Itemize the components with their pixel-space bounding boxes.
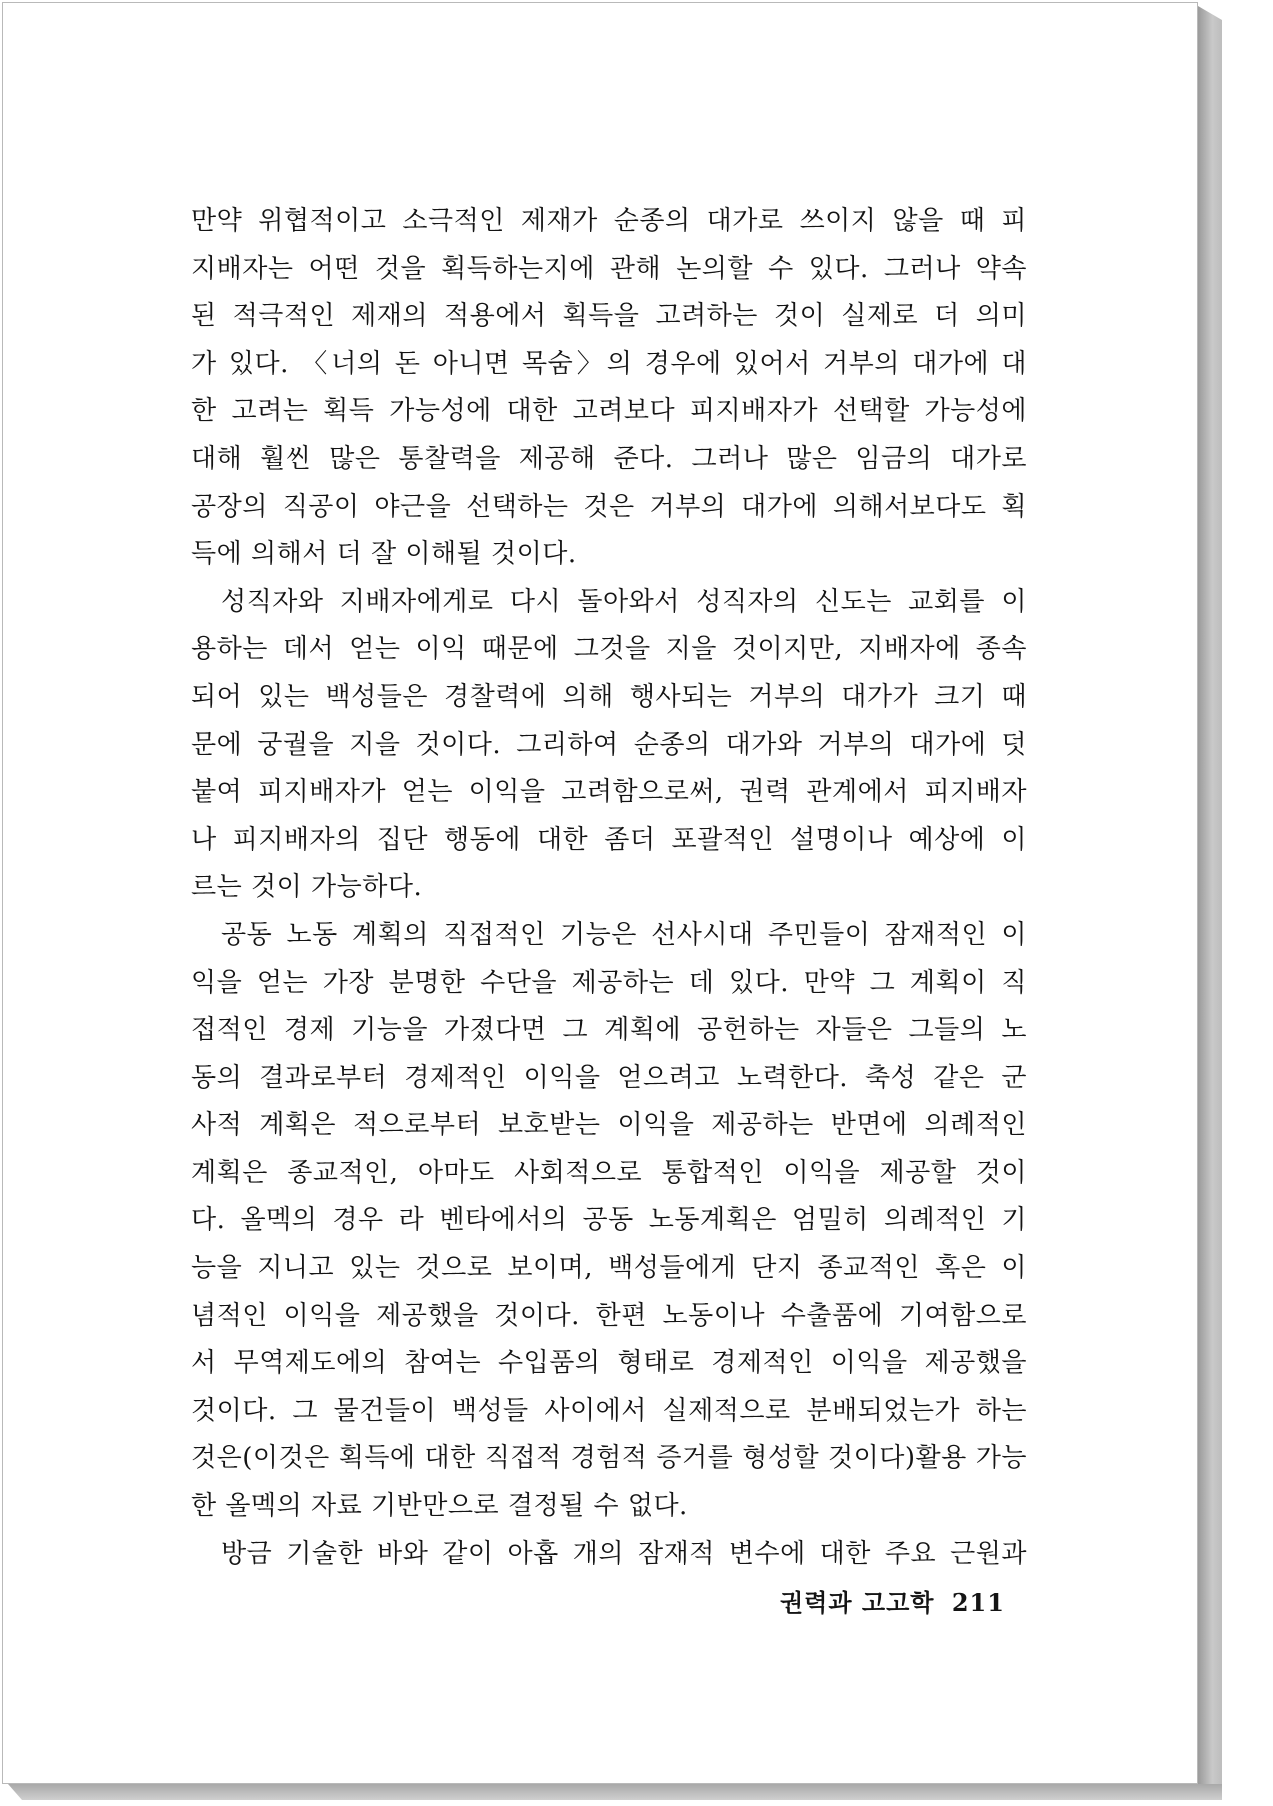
page-footer xyxy=(780,1583,1005,1618)
text-line: 계획은 종교적인, 아마도 사회적으로 통합적인 이익을 제공할 것이 xyxy=(191,1157,1027,1188)
book-page-stack xyxy=(2,2,1222,1802)
text-line: 대해 훨씬 많은 통찰력을 제공해 준다. 그러나 많은 임금의 대가로 xyxy=(191,443,1027,474)
text-line: 사적 계획은 적으로부터 보호받는 이익을 제공하는 반면에 의례적인 xyxy=(191,1110,1027,1141)
text-line: 공동 노동 계획의 직접적인 기능은 선사시대 주민들이 잠재적인 이 xyxy=(221,919,1027,950)
running-title: 권력과 고고학 xyxy=(780,1588,935,1617)
text-line: 용하는 데서 얻는 이익 때문에 그것을 지을 것이지만, 지배자에 종속 xyxy=(191,634,1027,665)
text-line: 서 무역제도에의 참여는 수입품의 형태로 경제적인 이익을 제공했을 xyxy=(191,1348,1027,1379)
paragraph xyxy=(191,912,1027,1531)
page-edge-right xyxy=(1198,6,1222,1796)
text-line: 능을 지니고 있는 것으로 보이며, 백성들에게 단지 종교적인 혹은 이 xyxy=(191,1253,1027,1284)
text-line: 익을 얻는 가장 분명한 수단을 제공하는 데 있다. 만약 그 계획이 직 xyxy=(191,967,1027,998)
book-page xyxy=(2,2,1198,1784)
text-line: 만약 위협적이고 소극적인 제재가 순종의 대가로 쓰이지 않을 때 피 xyxy=(191,206,1027,236)
text-line: 르는 것이 가능하다. xyxy=(191,872,423,903)
text-line: 것은(이것은 획득에 대한 직접적 경험적 증거를 형성할 것이다)활용 가능 xyxy=(191,1443,1027,1474)
text-line: 한 올멕의 자료 기반만으로 결정될 수 없다. xyxy=(191,1491,688,1522)
page-number: 211 xyxy=(951,1588,1005,1617)
paragraph xyxy=(191,1531,1027,1579)
paragraph xyxy=(191,579,1027,912)
text-line: 성직자와 지배자에게로 다시 돌아와서 성직자의 신도는 교회를 이 xyxy=(221,586,1027,617)
text-line: 동의 결과로부터 경제적인 이익을 얻으려고 노력한다. 축성 같은 군 xyxy=(191,1062,1027,1093)
text-line: 나 피지배자의 집단 행동에 대한 좀더 포괄적인 설명이나 예상에 이 xyxy=(191,824,1027,855)
text-line: 붙여 피지배자가 얻는 이익을 고려함으로써, 권력 관계에서 피지배자 xyxy=(191,777,1027,808)
text-line: 다. 올멕의 경우 라 벤타에서의 공동 노동계획은 엄밀히 의례적인 기 xyxy=(191,1205,1027,1236)
paragraph xyxy=(191,198,1027,579)
text-line: 문에 궁궐을 지을 것이다. 그리하여 순종의 대가와 거부의 대가에 덧 xyxy=(191,729,1027,760)
text-line: 방금 기술한 바와 같이 아홉 개의 잠재적 변수에 대한 주요 근원과 xyxy=(221,1538,1027,1569)
text-line: 접적인 경제 기능을 가졌다면 그 계획에 공헌하는 자들은 그들의 노 xyxy=(191,1015,1027,1046)
text-line: 념적인 이익을 제공했을 것이다. 한편 노동이나 수출품에 기여함으로 xyxy=(191,1300,1027,1331)
body-text xyxy=(191,198,1027,1578)
text-line: 되어 있는 백성들은 경찰력에 의해 행사되는 거부의 대가가 크기 때 xyxy=(191,681,1027,712)
text-line: 한 고려는 획득 가능성에 대한 고려보다 피지배자가 선택할 가능성에 xyxy=(191,396,1027,427)
text-line: 득에 의해서 더 잘 이해될 것이다. xyxy=(191,539,577,570)
text-line: 공장의 직공이 야근을 선택하는 것은 거부의 대가에 의해서보다도 획 xyxy=(191,491,1027,522)
text-line: 지배자는 어떤 것을 획득하는지에 관해 논의할 수 있다. 그러나 약속 xyxy=(191,253,1027,284)
text-line: 것이다. 그 물건들이 백성들 사이에서 실제적으로 분배되었는가 하는 xyxy=(191,1395,1027,1426)
page-edge-bottom xyxy=(8,1784,1222,1800)
text-line: 가 있다. 〈너의 돈 아니면 목숨〉의 경우에 있어서 거부의 대가에 대 xyxy=(191,348,1027,379)
text-line: 된 적극적인 제재의 적용에서 획득을 고려하는 것이 실제로 더 의미 xyxy=(191,301,1027,332)
